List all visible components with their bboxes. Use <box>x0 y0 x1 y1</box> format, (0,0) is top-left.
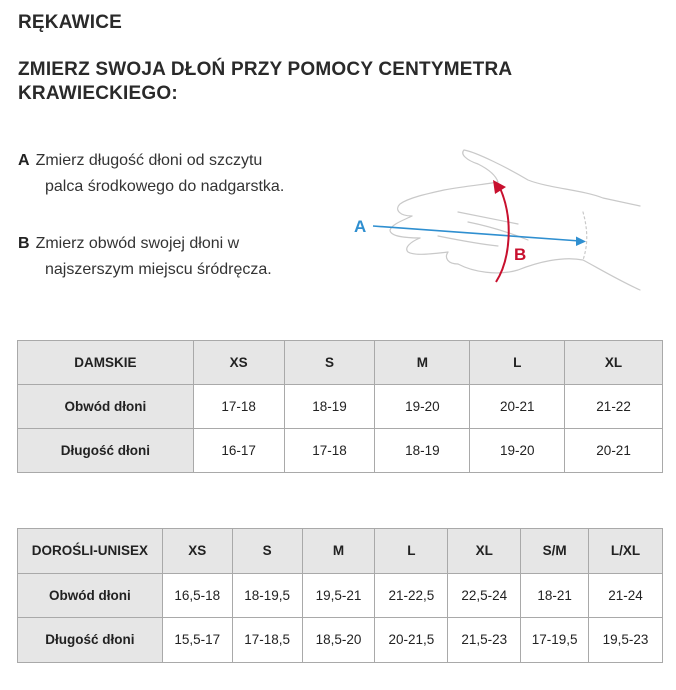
page-subtitle: ZMIERZ SWOJA DŁOŃ PRZY POMOCY CENTYMETRA KRAWIECKIEGO: <box>18 59 512 104</box>
hand-outline <box>390 150 640 290</box>
row-label: Długość dłoni <box>18 618 163 663</box>
table-cell: 18-19 <box>284 385 375 429</box>
table-cell: 21,5-23 <box>448 618 521 663</box>
table-cell: 18-21 <box>521 573 589 618</box>
table-cell: 21-24 <box>589 573 663 618</box>
table-cell: 16-17 <box>193 429 284 473</box>
measure-arc-b <box>493 180 509 282</box>
size-header: S <box>232 529 302 574</box>
table-cell: 17-18,5 <box>232 618 302 663</box>
table-cell: 15,5-17 <box>162 618 232 663</box>
hand-measurement-illustration <box>348 140 648 300</box>
table-cell: 19,5-23 <box>589 618 663 663</box>
size-header: XS <box>193 341 284 385</box>
table-cell: 18-19,5 <box>232 573 302 618</box>
table-cell: 21-22 <box>565 385 663 429</box>
size-header: L <box>470 341 565 385</box>
row-label: Obwód dłoni <box>18 573 163 618</box>
table-cell: 19-20 <box>375 385 470 429</box>
row-label: Długość dłoni <box>18 429 194 473</box>
size-header: S/M <box>521 529 589 574</box>
label-a: A <box>354 217 367 236</box>
step-a-letter: A <box>18 152 30 169</box>
table-header-label: DAMSKIE <box>18 341 194 385</box>
page-title: RĘKAWICE <box>18 12 122 33</box>
table-cell: 19,5-21 <box>302 573 375 618</box>
table-row <box>18 429 663 473</box>
table-cell: 16,5-18 <box>162 573 232 618</box>
step-a <box>18 148 348 200</box>
table-cell: 18-19 <box>375 429 470 473</box>
size-header: L <box>375 529 448 574</box>
table-cell: 17-18 <box>193 385 284 429</box>
step-a-line1: Zmierz długość dłoni od szczytu <box>35 152 263 169</box>
row-label: Obwód dłoni <box>18 385 194 429</box>
label-b: B <box>514 245 527 264</box>
women-size-table <box>17 340 663 473</box>
table-cell: 18,5-20 <box>302 618 375 663</box>
size-header: XL <box>565 341 663 385</box>
table-cell: 19-20 <box>470 429 565 473</box>
table-cell: 17-18 <box>284 429 375 473</box>
table-header-row <box>18 341 663 385</box>
table-cell: 22,5-24 <box>448 573 521 618</box>
table-header-label: DOROŚLI-UNISEX <box>18 529 163 574</box>
table-cell: 17-19,5 <box>521 618 589 663</box>
table-row <box>18 618 663 663</box>
size-header: M <box>375 341 470 385</box>
table-header-row <box>18 529 663 574</box>
step-a-line2: palca środkowego do nadgarstka. <box>45 178 285 195</box>
table-cell: 21-22,5 <box>375 573 448 618</box>
table-row <box>18 385 663 429</box>
size-header: S <box>284 341 375 385</box>
step-b-line2: najszerszym miejscu śródręcza. <box>45 261 272 278</box>
table-cell: 20-21,5 <box>375 618 448 663</box>
table-cell: 20-21 <box>470 385 565 429</box>
step-b-line1: Zmierz obwód swojej dłoni w <box>35 235 240 252</box>
size-header: L/XL <box>589 529 663 574</box>
size-header: XL <box>448 529 521 574</box>
size-header: M <box>302 529 375 574</box>
step-b-letter: B <box>18 235 30 252</box>
table-cell: 20-21 <box>565 429 663 473</box>
unisex-size-table <box>17 528 663 663</box>
size-header: XS <box>162 529 232 574</box>
step-b <box>18 231 348 283</box>
table-row <box>18 573 663 618</box>
